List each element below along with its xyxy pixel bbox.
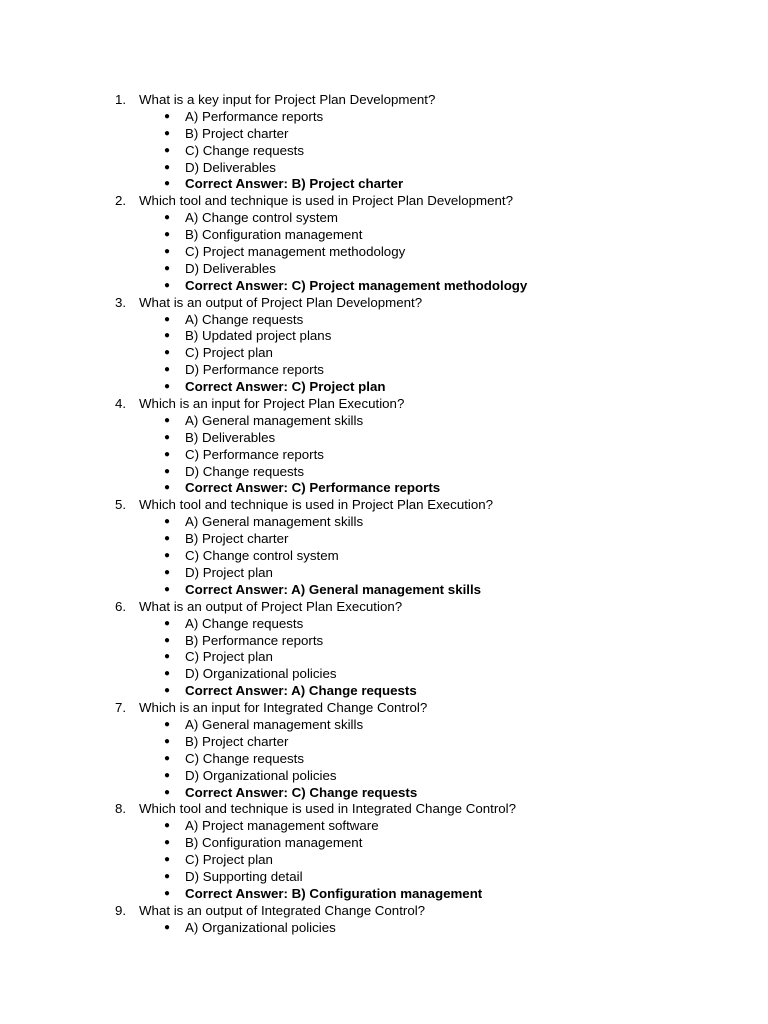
- option-text: A) Organizational policies: [185, 919, 336, 935]
- bullet-icon: ●: [164, 381, 171, 393]
- question-text: Which tool and technique is used in Integrated Change Control?: [139, 801, 516, 817]
- correct-answer-text: Correct Answer: A) General management skills: [185, 581, 482, 597]
- question-text: Which is an input for Project Plan Execution?: [139, 396, 405, 412]
- option-text: B) Configuration management: [185, 835, 363, 851]
- option-item: [0, 616, 768, 633]
- option-text: A) Performance reports: [185, 108, 324, 124]
- bullet-icon: ●: [164, 127, 171, 139]
- bullet-icon: ●: [164, 786, 171, 798]
- option-item: [0, 210, 768, 227]
- bullet-icon: ●: [164, 735, 171, 747]
- bullet-icon: ●: [164, 752, 171, 764]
- option-item: [0, 717, 768, 734]
- option-text: A) General management skills: [185, 716, 364, 732]
- question-list: [0, 92, 768, 937]
- question-item: [0, 295, 768, 312]
- bullet-icon: ●: [164, 617, 171, 629]
- question-number: 6.: [115, 598, 127, 614]
- option-item: [0, 328, 768, 345]
- option-text: B) Configuration management: [185, 227, 363, 243]
- bullet-icon: ●: [164, 144, 171, 156]
- bullet-icon: ●: [164, 110, 171, 122]
- option-text: D) Organizational policies: [185, 767, 337, 783]
- option-item: [0, 227, 768, 244]
- bullet-icon: ●: [164, 837, 171, 849]
- option-text: B) Updated project plans: [185, 328, 332, 344]
- option-item: [0, 734, 768, 751]
- option-item: [0, 447, 768, 464]
- question-text: Which tool and technique is used in Project Plan Execution?: [139, 497, 494, 513]
- question-number: 3.: [115, 294, 127, 310]
- correct-answer-item: [0, 176, 768, 193]
- bullet-icon: ●: [164, 246, 171, 258]
- question-number: 2.: [115, 193, 127, 209]
- bullet-icon: ●: [164, 279, 171, 291]
- option-item: [0, 514, 768, 531]
- question-item: [0, 497, 768, 514]
- option-item: [0, 751, 768, 768]
- bullet-icon: ●: [164, 229, 171, 241]
- option-text: A) General management skills: [185, 412, 364, 428]
- option-text: C) Change requests: [185, 750, 304, 766]
- option-text: C) Project management methodology: [185, 244, 406, 260]
- option-item: [0, 109, 768, 126]
- correct-answer-text: Correct Answer: A) Change requests: [185, 683, 417, 699]
- bullet-icon: ●: [164, 668, 171, 680]
- bullet-icon: ●: [164, 921, 171, 933]
- correct-answer-text: Correct Answer: C) Performance reports: [185, 480, 441, 496]
- bullet-icon: ●: [164, 854, 171, 866]
- question-item: [0, 700, 768, 717]
- option-item: [0, 531, 768, 548]
- correct-answer-text: Correct Answer: C) Project plan: [185, 379, 386, 395]
- bullet-icon: ●: [164, 465, 171, 477]
- option-item: [0, 835, 768, 852]
- option-item: [0, 565, 768, 582]
- bullet-icon: ●: [164, 685, 171, 697]
- question-number: 9.: [115, 902, 127, 918]
- option-item: [0, 244, 768, 261]
- option-item: [0, 413, 768, 430]
- option-text: D) Performance reports: [185, 362, 324, 378]
- option-text: D) Change requests: [185, 463, 304, 479]
- option-item: [0, 430, 768, 447]
- option-item: [0, 768, 768, 785]
- option-text: B) Project charter: [185, 733, 289, 749]
- question-text: What is an output of Project Plan Development?: [139, 294, 423, 310]
- option-text: B) Deliverables: [185, 429, 276, 445]
- option-item: [0, 362, 768, 379]
- correct-answer-item: [0, 379, 768, 396]
- bullet-icon: ●: [164, 448, 171, 460]
- question-item: [0, 396, 768, 413]
- option-text: A) Change requests: [185, 311, 304, 327]
- bullet-icon: ●: [164, 262, 171, 274]
- option-text: D) Deliverables: [185, 260, 276, 276]
- option-item: [0, 160, 768, 177]
- option-text: C) Change control system: [185, 548, 339, 564]
- question-number: 8.: [115, 801, 127, 817]
- bullet-icon: ●: [164, 566, 171, 578]
- bullet-icon: ●: [164, 820, 171, 832]
- bullet-icon: ●: [164, 583, 171, 595]
- option-item: [0, 920, 768, 937]
- option-text: C) Performance reports: [185, 446, 324, 462]
- bullet-icon: ●: [164, 431, 171, 443]
- option-item: [0, 312, 768, 329]
- bullet-icon: ●: [164, 718, 171, 730]
- option-item: [0, 649, 768, 666]
- bullet-icon: ●: [164, 364, 171, 376]
- option-item: [0, 548, 768, 565]
- option-text: D) Project plan: [185, 564, 273, 580]
- bullet-icon: ●: [164, 347, 171, 359]
- question-text: Which is an input for Integrated Change Control?: [139, 700, 428, 716]
- bullet-icon: ●: [164, 482, 171, 494]
- correct-answer-item: [0, 278, 768, 295]
- option-item: [0, 126, 768, 143]
- option-text: D) Supporting detail: [185, 868, 303, 884]
- bullet-icon: ●: [164, 550, 171, 562]
- option-text: A) General management skills: [185, 514, 364, 530]
- question-text: Which tool and technique is used in Project Plan Development?: [139, 193, 514, 209]
- correct-answer-item: [0, 785, 768, 802]
- correct-answer-text: Correct Answer: B) Project charter: [185, 176, 404, 192]
- option-item: [0, 666, 768, 683]
- question-number: 1.: [115, 92, 127, 107]
- question-item: [0, 903, 768, 920]
- option-item: [0, 464, 768, 481]
- option-text: B) Performance reports: [185, 632, 324, 648]
- option-item: [0, 852, 768, 869]
- bullet-icon: ●: [164, 870, 171, 882]
- question-item: [0, 92, 768, 109]
- bullet-icon: ●: [164, 516, 171, 528]
- question-text: What is a key input for Project Plan Development?: [139, 92, 436, 107]
- bullet-icon: ●: [164, 887, 171, 899]
- bullet-icon: ●: [164, 212, 171, 224]
- bullet-icon: ●: [164, 769, 171, 781]
- correct-answer-text: Correct Answer: C) Project management methodology: [185, 277, 528, 293]
- option-item: [0, 261, 768, 278]
- bullet-icon: ●: [164, 414, 171, 426]
- option-text: D) Organizational policies: [185, 666, 337, 682]
- question-item: [0, 599, 768, 616]
- question-item: [0, 193, 768, 210]
- option-item: [0, 633, 768, 650]
- option-text: A) Project management software: [185, 818, 379, 834]
- correct-answer-item: [0, 480, 768, 497]
- bullet-icon: ●: [164, 161, 171, 173]
- bullet-icon: ●: [164, 313, 171, 325]
- question-item: [0, 801, 768, 818]
- question-number: 4.: [115, 396, 127, 412]
- question-text: What is an output of Project Plan Execution?: [139, 598, 403, 614]
- option-item: [0, 143, 768, 160]
- option-item: [0, 818, 768, 835]
- bullet-icon: ●: [164, 330, 171, 342]
- option-text: D) Deliverables: [185, 159, 276, 175]
- option-text: B) Project charter: [185, 125, 289, 141]
- option-text: C) Change requests: [185, 142, 304, 158]
- correct-answer-item: [0, 683, 768, 700]
- option-item: [0, 345, 768, 362]
- option-text: C) Project plan: [185, 852, 273, 868]
- bullet-icon: ●: [164, 533, 171, 545]
- question-number: 7.: [115, 700, 127, 716]
- question-number: 5.: [115, 497, 127, 513]
- option-text: A) Change control system: [185, 210, 338, 226]
- option-text: B) Project charter: [185, 531, 289, 547]
- correct-answer-item: [0, 582, 768, 599]
- question-text: What is an output of Integrated Change Control?: [139, 902, 426, 918]
- bullet-icon: ●: [164, 651, 171, 663]
- option-item: [0, 869, 768, 886]
- correct-answer-item: [0, 886, 768, 903]
- correct-answer-text: Correct Answer: C) Change requests: [185, 784, 418, 800]
- option-text: A) Change requests: [185, 615, 304, 631]
- correct-answer-text: Correct Answer: B) Configuration management: [185, 885, 483, 901]
- option-text: C) Project plan: [185, 649, 273, 665]
- bullet-icon: ●: [164, 178, 171, 190]
- bullet-icon: ●: [164, 634, 171, 646]
- option-text: C) Project plan: [185, 345, 273, 361]
